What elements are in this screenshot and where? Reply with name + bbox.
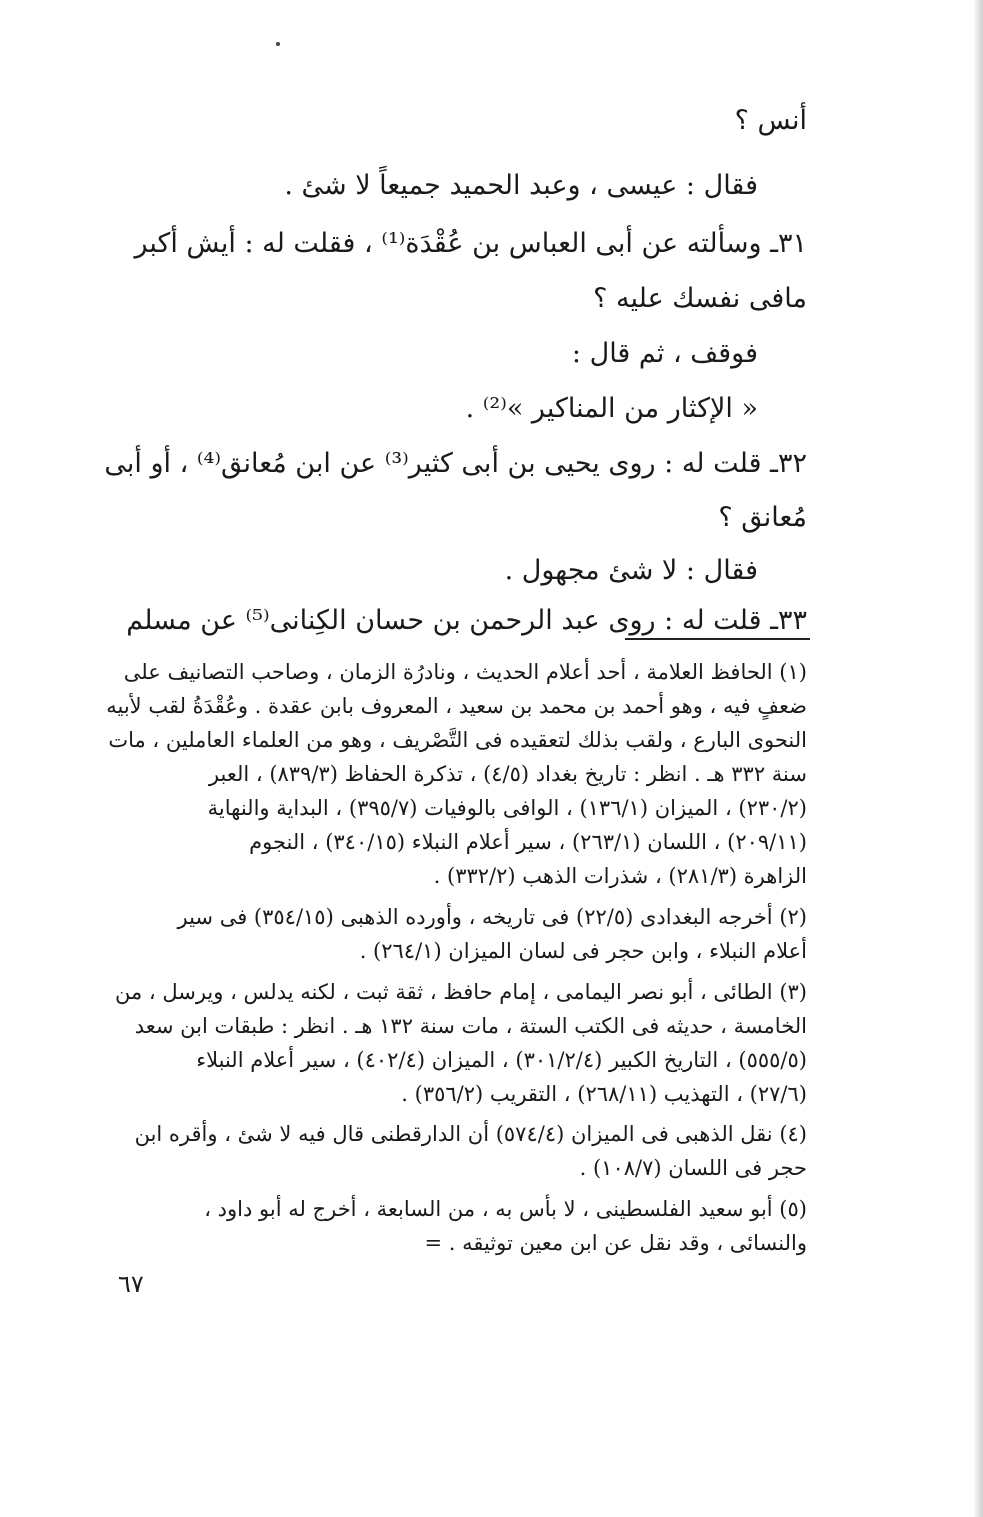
main-line-4: مافى نفسك عليه ؟	[593, 283, 807, 314]
main-line-5: فوقف ، ثم قال :	[571, 338, 758, 369]
footnote-line-14: (٤) نقل الذهبى فى الميزان (٥٧٤/٤) أن الدارقطنى قال فيه لا شئ ، وأقره ابن	[134, 1122, 807, 1146]
footnote-line-2: ضعفٍ فيه ، وهو أحمد بن محمد بن سعيد ، المعروف بابن عقدة . وعُقْدَةُ لقب لأبيه	[106, 694, 807, 718]
page-number: ٦٧	[118, 1270, 144, 1298]
ink-speck	[276, 42, 280, 46]
page-edge-shadow	[973, 0, 983, 1517]
footnote-line-6: (٢٠٩/١١) ، اللسان (٢٦٣/١) ، سير أعلام النبلاء (٣٤٠/١٥) ، النجوم	[249, 830, 807, 854]
main-line-8: مُعانق ؟	[718, 502, 807, 533]
footnote-line-17: والنسائى ، وقد نقل عن ابن معين توثيقه . =	[424, 1231, 807, 1255]
main-line-1: أنس ؟	[734, 105, 807, 136]
footnote-line-3: النحوى البارع ، ولقب بذلك لتعقيده فى التَّصْريف ، وهو من العلماء العاملين ، مات	[108, 728, 807, 752]
footnote-line-8: (٢) أخرجه البغدادى (٢٢/٥) فى تاريخه ، وأورده الذهبى (٣٥٤/١٥) فى سير	[177, 905, 807, 929]
footnote-line-13: (٢٧/٦) ، التهذيب (٢٦٨/١١) ، التقريب (٣٥٦/٢) .	[401, 1082, 807, 1106]
main-line-3: ٣١ـ وسألته عن أبى العباس بن عُقْدَة⁽¹⁾ ، فقلت له : أيش أكبر	[134, 228, 807, 259]
main-line-2: فقال : عيسى ، وعبد الحميد جميعاً لا شئ .	[284, 170, 758, 201]
main-line-9: فقال : لا شئ مجهول .	[504, 555, 758, 586]
footnote-line-7: الزاهرة (٢٨١/٣) ، شذرات الذهب (٣٣٢/٢) .	[433, 864, 807, 888]
main-line-10: ٣٣ـ قلت له : روى عبد الرحمن بن حسان الكِنانى⁽⁵⁾ عن مسلم	[126, 605, 807, 636]
footnote-line-9: أعلام النبلاء ، وابن حجر فى لسان الميزان (٢٦٤/١) .	[359, 939, 807, 963]
footnote-line-4: سنة ٣٣٢ هـ . انظر : تاريخ بغداد (٤/٥) ، تذكرة الحفاظ (٨٣٩/٣) ، العبر	[208, 762, 807, 786]
footnote-line-5: (٢٣٠/٢) ، الميزان (١٣٦/١) ، الوافى بالوفيات (٣٩٥/٧) ، البداية والنهاية	[207, 796, 807, 820]
footnote-line-12: (٥٥٥/٥) ، التاريخ الكبير (٣٠١/٢/٤) ، الميزان (٤٠٢/٤) ، سير أعلام النبلاء	[196, 1048, 807, 1072]
footnote-line-1: (١) الحافظ العلامة ، أحد أعلام الحديث ، ونادرُة الزمان ، وصاحب التصانيف على	[123, 660, 807, 684]
footnote-line-15: حجر فى اللسان (١٠٨/٧) .	[579, 1156, 807, 1180]
footnote-line-16: (٥) أبو سعيد الفلسطينى ، لا بأس به ، من السابعة ، أخرج له أبو داود ،	[204, 1197, 807, 1221]
main-line-6: « الإكثار من المناكير »⁽²⁾ .	[465, 393, 758, 424]
footnote-separator	[625, 638, 810, 640]
footnote-line-11: الخامسة ، حديثه فى الكتب الستة ، مات سنة ١٣٢ هـ . انظر : طبقات ابن سعد	[134, 1014, 807, 1038]
main-line-7: ٣٢ـ قلت له : روى يحيى بن أبى كثير⁽³⁾ عن ابن مُعانق⁽⁴⁾ ، أو أبى	[104, 448, 807, 479]
footnote-line-10: (٣) الطائى ، أبو نصر اليمامى ، إمام حافظ ، ثقة ثبت ، لكنه يدلس ، ويرسل ، من	[114, 980, 807, 1004]
